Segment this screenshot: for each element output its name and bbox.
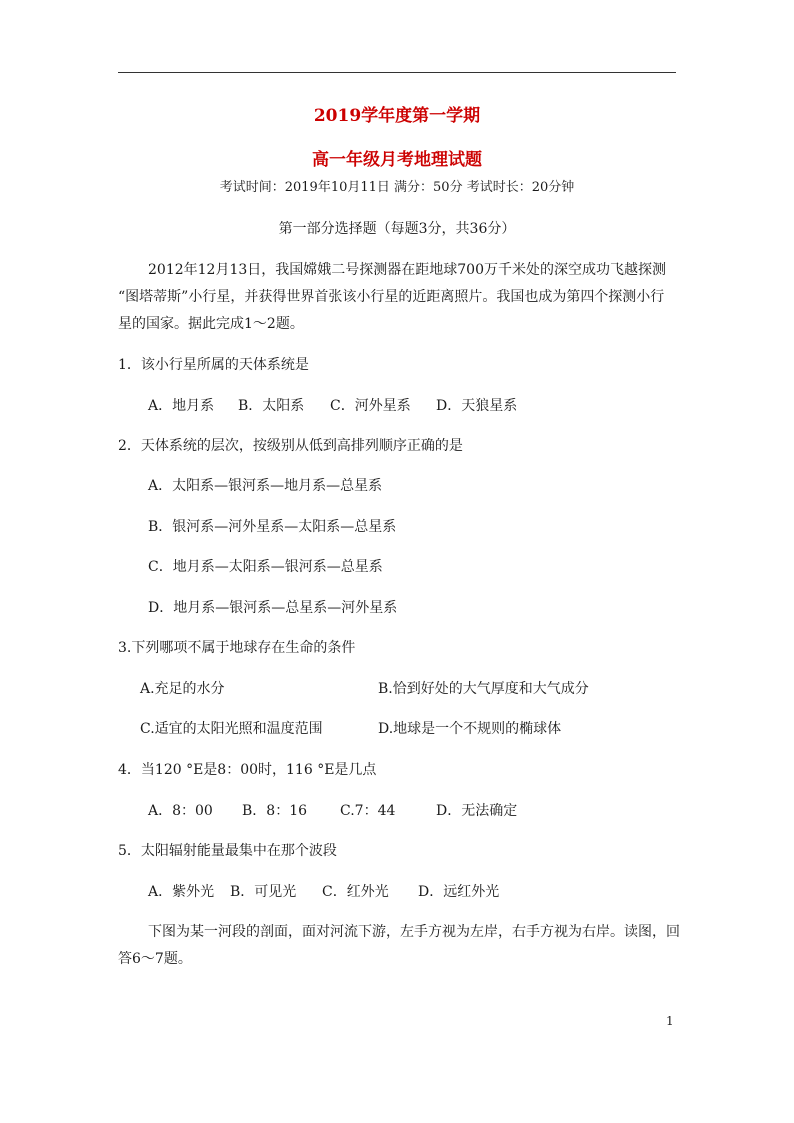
option-4c: C.7：44 xyxy=(340,803,396,819)
option-4a: A．8：00 xyxy=(148,803,213,819)
section-heading: 第一部分选择题（每题3分，共36分） xyxy=(278,221,516,237)
question-stem-5: 5．太阳辐射能量最集中在那个波段 xyxy=(118,843,337,859)
passage1-line: 2012年12月13日，我国嫦娥二号探测器在距地球700万千米处的深空成功飞越探测 xyxy=(148,262,666,278)
option-3c: C.适宜的太阳光照和温度范围 xyxy=(140,721,323,737)
option-1b: B．太阳系 xyxy=(238,398,305,414)
question-stem-2: 2．天体系统的层次，按级别从低到高排列顺序正确的是 xyxy=(118,438,463,454)
exam-title-line1: 2019学年度第一学期 xyxy=(313,106,481,126)
exam-info: 考试时间：2019年10月11日 满分：50分 考试时长：20分钟 xyxy=(219,180,575,195)
passage2-line: 下图为某一河段的剖面，面对河流下游，左手方视为左岸，右手方视为右岸。读图，回 xyxy=(148,924,680,940)
passage2-line: 答6～7题。 xyxy=(118,951,192,967)
option-5d: D．远红外光 xyxy=(418,884,500,900)
option-1a: A．地月系 xyxy=(148,398,215,414)
option-5b: B．可见光 xyxy=(230,884,297,900)
option-2d: D．地月系—银河系—总星系—河外星系 xyxy=(148,600,398,616)
option-4d: D．无法确定 xyxy=(436,803,518,819)
exam-title-line2: 高一年级月考地理试题 xyxy=(312,150,482,170)
option-3d: D.地球是一个不规则的椭球体 xyxy=(378,721,562,737)
passage1-line: 星的国家。据此完成1～2题。 xyxy=(118,316,304,332)
header-rule xyxy=(118,72,676,73)
option-3a: A.充足的水分 xyxy=(140,681,225,697)
question-stem-4: 4．当120 °E是8：00时，116 °E是几点 xyxy=(118,762,377,778)
option-2c: C．地月系—太阳系—银河系—总星系 xyxy=(148,559,383,575)
option-2b: B．银河系—河外星系—太阳系—总星系 xyxy=(148,519,397,535)
passage1-line: “图塔蒂斯”小行星，并获得世界首张该小行星的近距离照片。我国也成为第四个探测小行 xyxy=(118,289,665,305)
option-4b: B．8：16 xyxy=(242,803,308,819)
option-5a: A．紫外光 xyxy=(148,884,215,900)
option-2a: A．太阳系—银河系—地月系—总星系 xyxy=(148,478,383,494)
question-stem-3: 3.下列哪项不属于地球存在生命的条件 xyxy=(118,640,356,656)
option-5c: C．红外光 xyxy=(322,884,389,900)
question-stem-1: 1．该小行星所属的天体系统是 xyxy=(118,357,309,373)
option-1c: C．河外星系 xyxy=(330,398,411,414)
page-number: 1 xyxy=(666,1014,674,1028)
option-3b: B.恰到好处的大气厚度和大气成分 xyxy=(378,681,589,697)
option-1d: D．天狼星系 xyxy=(436,398,518,414)
